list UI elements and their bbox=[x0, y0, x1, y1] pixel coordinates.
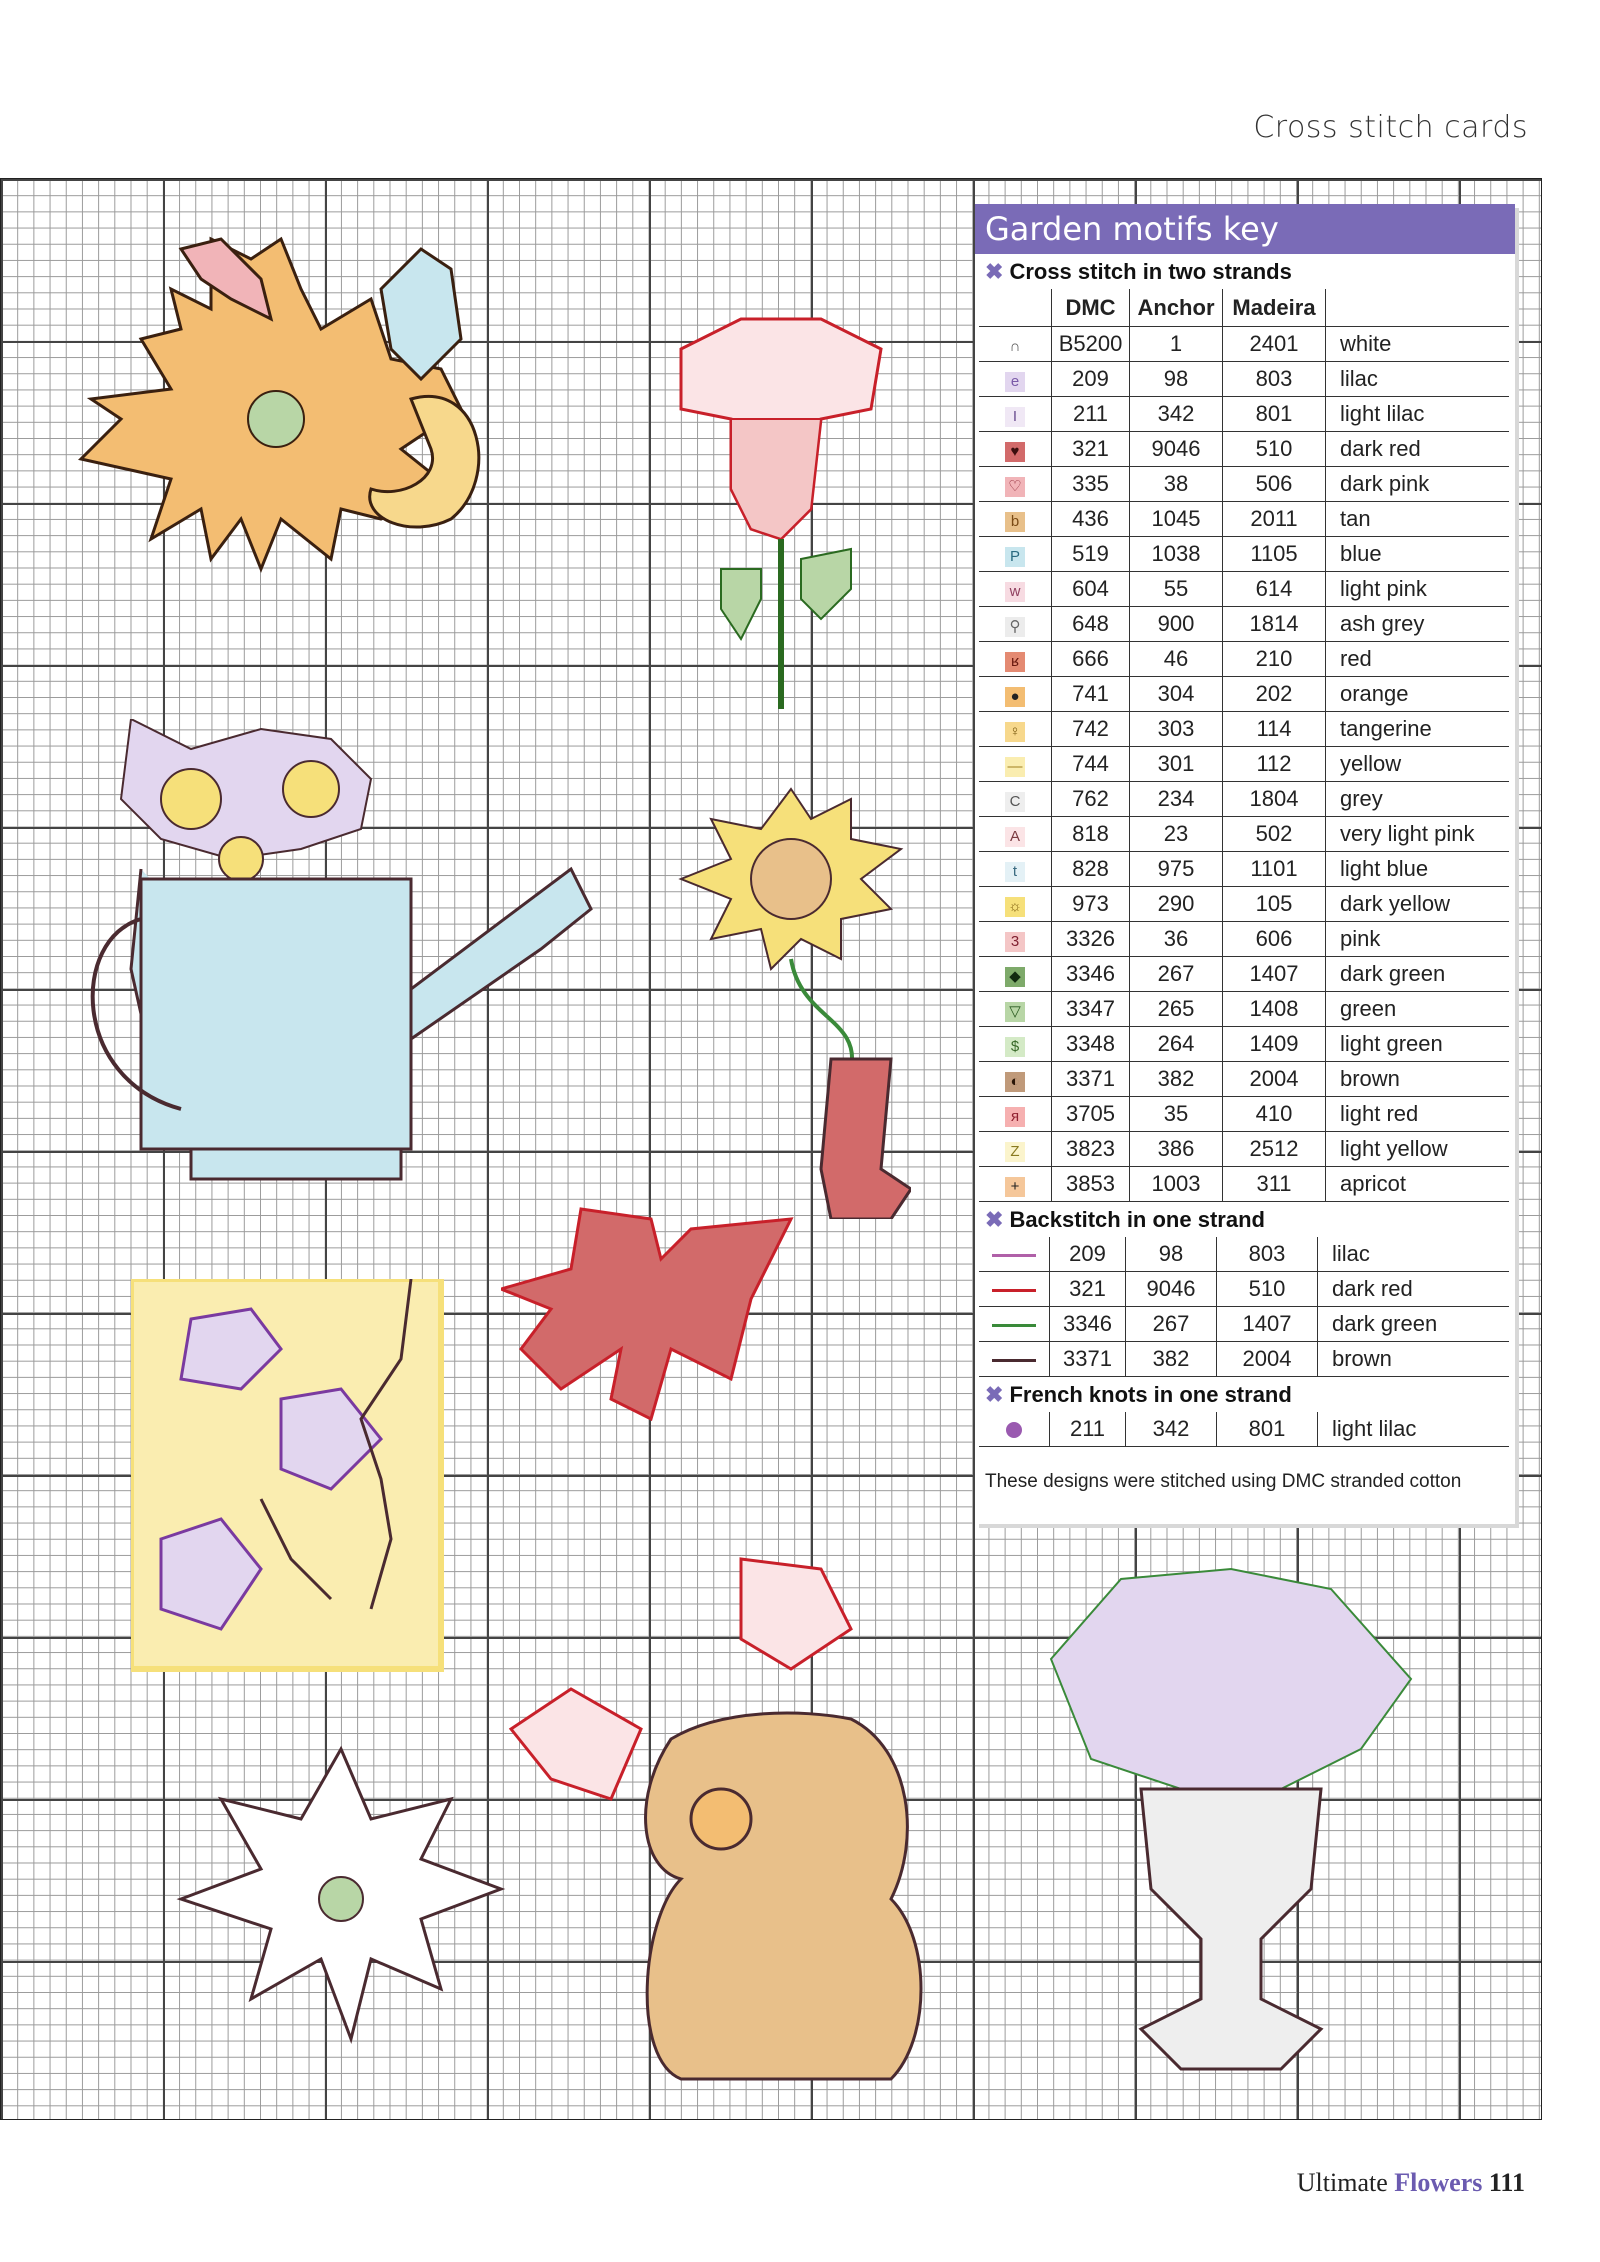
anchor-cell: 267 bbox=[1126, 1307, 1217, 1342]
dmc-cell: 436 bbox=[1052, 502, 1130, 537]
madeira-cell: 502 bbox=[1223, 817, 1326, 852]
garden-motifs-key bbox=[975, 204, 1515, 1524]
cross-stitch-rows bbox=[979, 327, 1509, 1202]
dmc-cell: 666 bbox=[1052, 642, 1130, 677]
madeira-cell: 1407 bbox=[1223, 957, 1326, 992]
motif-red-rose bbox=[661, 309, 901, 729]
motif-watering-can bbox=[71, 719, 631, 1209]
symbol-cell bbox=[979, 992, 1052, 1027]
colour-name-cell: lilac bbox=[1318, 1237, 1510, 1272]
dmc-cell: 973 bbox=[1052, 887, 1130, 922]
colour-name-cell: lilac bbox=[1326, 362, 1510, 397]
anchor-cell: 98 bbox=[1130, 362, 1223, 397]
anchor-cell: 55 bbox=[1130, 572, 1223, 607]
cross-icon: ✖ bbox=[985, 1382, 1004, 1407]
table-row bbox=[979, 467, 1509, 502]
table-row bbox=[979, 1237, 1509, 1272]
madeira-cell: 1105 bbox=[1223, 537, 1326, 572]
anchor-cell: 9046 bbox=[1126, 1272, 1217, 1307]
symbol-cell bbox=[979, 1167, 1052, 1202]
table-row bbox=[979, 572, 1509, 607]
colour-name-cell: dark red bbox=[1318, 1272, 1510, 1307]
stitch-symbol-icon: A bbox=[1005, 827, 1025, 847]
colour-name-cell: ash grey bbox=[1326, 607, 1510, 642]
madeira-cell: 803 bbox=[1223, 362, 1326, 397]
dmc-cell: 321 bbox=[1050, 1272, 1126, 1307]
anchor-cell: 23 bbox=[1130, 817, 1223, 852]
symbol-cell bbox=[979, 607, 1052, 642]
dmc-cell: 3348 bbox=[1052, 1027, 1130, 1062]
dmc-cell: 211 bbox=[1050, 1412, 1126, 1447]
backstitch-line-icon bbox=[992, 1359, 1036, 1362]
anchor-cell: 290 bbox=[1130, 887, 1223, 922]
backstitch-table bbox=[979, 1237, 1509, 1377]
stitch-symbol-icon: ☼ bbox=[1005, 897, 1025, 917]
colour-name-cell: tan bbox=[1326, 502, 1510, 537]
dmc-cell: 3346 bbox=[1050, 1307, 1126, 1342]
colour-name-cell: dark green bbox=[1318, 1307, 1510, 1342]
madeira-cell: 210 bbox=[1223, 642, 1326, 677]
colour-name-cell: green bbox=[1326, 992, 1510, 1027]
colour-name-cell: light blue bbox=[1326, 852, 1510, 887]
cross-stitch-table bbox=[979, 289, 1509, 1202]
anchor-cell: 386 bbox=[1130, 1132, 1223, 1167]
dmc-cell: 3705 bbox=[1052, 1097, 1130, 1132]
symbol-cell bbox=[979, 1132, 1052, 1167]
stitch-symbol-icon: ♥ bbox=[1005, 442, 1025, 462]
madeira-cell: 2004 bbox=[1217, 1342, 1318, 1377]
madeira-cell: 1409 bbox=[1223, 1027, 1326, 1062]
dmc-cell: 335 bbox=[1052, 467, 1130, 502]
colour-name-cell: dark yellow bbox=[1326, 887, 1510, 922]
symbol-cell bbox=[979, 1237, 1050, 1272]
stitch-symbol-icon: ● bbox=[1005, 687, 1025, 707]
table-row bbox=[979, 1027, 1509, 1062]
stitch-symbol-icon: I bbox=[1005, 407, 1025, 427]
motif-white-poinsettia bbox=[171, 1739, 511, 2059]
french-knot-rows bbox=[979, 1412, 1509, 1447]
anchor-cell: 38 bbox=[1130, 467, 1223, 502]
table-row bbox=[979, 852, 1509, 887]
madeira-cell: 1407 bbox=[1217, 1307, 1318, 1342]
colour-name-cell: white bbox=[1326, 327, 1510, 362]
table-row bbox=[979, 922, 1509, 957]
symbol-cell bbox=[979, 397, 1052, 432]
symbol-cell bbox=[979, 1412, 1050, 1447]
motif-sunflower bbox=[671, 779, 911, 1219]
madeira-cell: 112 bbox=[1223, 747, 1326, 782]
stitch-symbol-icon: t bbox=[1005, 862, 1025, 882]
colour-name-cell: dark green bbox=[1326, 957, 1510, 992]
table-row bbox=[979, 887, 1509, 922]
colour-name-cell: light lilac bbox=[1326, 397, 1510, 432]
dmc-cell: 519 bbox=[1052, 537, 1130, 572]
dmc-cell: 762 bbox=[1052, 782, 1130, 817]
dmc-cell: 648 bbox=[1052, 607, 1130, 642]
madeira-cell: 510 bbox=[1223, 432, 1326, 467]
madeira-cell: 2004 bbox=[1223, 1062, 1326, 1097]
dmc-cell: B5200 bbox=[1052, 327, 1130, 362]
anchor-cell: 304 bbox=[1130, 677, 1223, 712]
dmc-column-header: DMC bbox=[1052, 289, 1130, 327]
footer-accent: Flowers bbox=[1394, 2168, 1483, 2197]
symbol-cell bbox=[979, 957, 1052, 992]
table-row bbox=[979, 1412, 1509, 1447]
dmc-cell: 209 bbox=[1050, 1237, 1126, 1272]
colour-name-cell: dark pink bbox=[1326, 467, 1510, 502]
french-knots-heading-text: French knots in one strand bbox=[1009, 1382, 1292, 1407]
table-row bbox=[979, 1132, 1509, 1167]
madeira-cell: 801 bbox=[1217, 1412, 1318, 1447]
madeira-cell: 202 bbox=[1223, 677, 1326, 712]
anchor-cell: 264 bbox=[1130, 1027, 1223, 1062]
colour-name-cell: yellow bbox=[1326, 747, 1510, 782]
stitch-symbol-icon: ◐ bbox=[1005, 1072, 1025, 1092]
dmc-cell: 742 bbox=[1052, 712, 1130, 747]
french-knot-dot-icon bbox=[1006, 1422, 1022, 1438]
backstitch-line-icon bbox=[992, 1324, 1036, 1327]
dmc-cell: 321 bbox=[1052, 432, 1130, 467]
anchor-cell: 1045 bbox=[1130, 502, 1223, 537]
dmc-cell: 3823 bbox=[1052, 1132, 1130, 1167]
madeira-cell: 614 bbox=[1223, 572, 1326, 607]
symbol-cell bbox=[979, 362, 1052, 397]
dmc-cell: 211 bbox=[1052, 397, 1130, 432]
stitch-symbol-icon: я bbox=[1005, 1107, 1025, 1127]
madeira-cell: 410 bbox=[1223, 1097, 1326, 1132]
anchor-cell: 234 bbox=[1130, 782, 1223, 817]
colour-name-cell: light pink bbox=[1326, 572, 1510, 607]
page-footer bbox=[1297, 2168, 1525, 2198]
motif-orange-dahlia bbox=[61, 219, 531, 679]
french-knots-table bbox=[979, 1412, 1509, 1447]
table-row bbox=[979, 712, 1509, 747]
dmc-cell: 3347 bbox=[1052, 992, 1130, 1027]
anchor-cell: 382 bbox=[1130, 1062, 1223, 1097]
colour-name-cell: light green bbox=[1326, 1027, 1510, 1062]
key-title: Garden motifs key bbox=[975, 204, 1515, 254]
symbol-cell bbox=[979, 1097, 1052, 1132]
motif-red-lily bbox=[501, 1199, 801, 1429]
symbol-cell bbox=[979, 502, 1052, 537]
symbol-cell bbox=[979, 1307, 1050, 1342]
page-number: 111 bbox=[1488, 2168, 1525, 2197]
table-row bbox=[979, 1097, 1509, 1132]
dmc-cell: 3326 bbox=[1052, 922, 1130, 957]
colour-name-cell: very light pink bbox=[1326, 817, 1510, 852]
dmc-cell: 604 bbox=[1052, 572, 1130, 607]
backstitch-heading bbox=[975, 1202, 1515, 1237]
symbol-cell bbox=[979, 1062, 1052, 1097]
madeira-cell: 1408 bbox=[1223, 992, 1326, 1027]
dmc-cell: 818 bbox=[1052, 817, 1130, 852]
backstitch-line-icon bbox=[992, 1289, 1036, 1292]
stitch-symbol-icon: w bbox=[1005, 582, 1025, 602]
madeira-cell: 606 bbox=[1223, 922, 1326, 957]
symbol-cell bbox=[979, 817, 1052, 852]
anchor-column-header: Anchor bbox=[1130, 289, 1223, 327]
table-row bbox=[979, 537, 1509, 572]
stitch-symbol-icon: + bbox=[1005, 1177, 1025, 1197]
dmc-cell: 3346 bbox=[1052, 957, 1130, 992]
table-row bbox=[979, 747, 1509, 782]
madeira-cell: 1804 bbox=[1223, 782, 1326, 817]
madeira-cell: 2401 bbox=[1223, 327, 1326, 362]
colour-name-cell: dark red bbox=[1326, 432, 1510, 467]
madeira-cell: 311 bbox=[1223, 1167, 1326, 1202]
symbol-cell bbox=[979, 922, 1052, 957]
stitch-symbol-icon: b bbox=[1005, 512, 1025, 532]
symbol-cell bbox=[979, 432, 1052, 467]
table-row bbox=[979, 432, 1509, 467]
anchor-cell: 382 bbox=[1126, 1342, 1217, 1377]
table-row bbox=[979, 502, 1509, 537]
colour-name-cell: brown bbox=[1326, 1062, 1510, 1097]
madeira-cell: 114 bbox=[1223, 712, 1326, 747]
colour-name-cell: orange bbox=[1326, 677, 1510, 712]
table-row bbox=[979, 1167, 1509, 1202]
table-row bbox=[979, 1307, 1509, 1342]
section-title: Cross stitch cards bbox=[1253, 110, 1528, 145]
table-header-row bbox=[979, 289, 1509, 327]
anchor-cell: 35 bbox=[1130, 1097, 1223, 1132]
anchor-cell: 900 bbox=[1130, 607, 1223, 642]
dmc-cell: 828 bbox=[1052, 852, 1130, 887]
stitch-symbol-icon: 3 bbox=[1005, 932, 1025, 952]
madeira-cell: 510 bbox=[1217, 1272, 1318, 1307]
madeira-cell: 2512 bbox=[1223, 1132, 1326, 1167]
madeira-cell: 506 bbox=[1223, 467, 1326, 502]
madeira-cell: 1814 bbox=[1223, 607, 1326, 642]
madeira-column-header: Madeira bbox=[1223, 289, 1326, 327]
symbol-cell bbox=[979, 677, 1052, 712]
stitch-symbol-icon: — bbox=[1005, 757, 1025, 777]
anchor-cell: 301 bbox=[1130, 747, 1223, 782]
stitch-symbol-icon: e bbox=[1005, 372, 1025, 392]
table-row bbox=[979, 362, 1509, 397]
french-knots-heading bbox=[975, 1377, 1515, 1412]
dmc-cell: 3371 bbox=[1052, 1062, 1130, 1097]
colour-name-cell: tangerine bbox=[1326, 712, 1510, 747]
symbol-cell bbox=[979, 1027, 1052, 1062]
colour-name-cell: apricot bbox=[1326, 1167, 1510, 1202]
madeira-cell: 801 bbox=[1223, 397, 1326, 432]
stitch-symbol-icon: $ bbox=[1005, 1037, 1025, 1057]
colour-name-cell: light lilac bbox=[1318, 1412, 1510, 1447]
anchor-cell: 342 bbox=[1126, 1412, 1217, 1447]
dmc-cell: 3371 bbox=[1050, 1342, 1126, 1377]
madeira-cell: 105 bbox=[1223, 887, 1326, 922]
key-note: These designs were stitched using DMC stranded cotton bbox=[985, 1471, 1462, 1492]
table-row bbox=[979, 677, 1509, 712]
stitch-symbol-icon: ⚲ bbox=[1005, 617, 1025, 637]
anchor-cell: 1 bbox=[1130, 327, 1223, 362]
stitch-symbol-icon: P bbox=[1005, 547, 1025, 567]
table-row bbox=[979, 1062, 1509, 1097]
anchor-cell: 46 bbox=[1130, 642, 1223, 677]
backstitch-line-icon bbox=[992, 1254, 1036, 1257]
anchor-cell: 9046 bbox=[1130, 432, 1223, 467]
backstitch-rows bbox=[979, 1237, 1509, 1377]
symbol-column-header bbox=[979, 289, 1052, 327]
anchor-cell: 98 bbox=[1126, 1237, 1217, 1272]
symbol-cell bbox=[979, 572, 1052, 607]
cross-stitch-heading bbox=[975, 254, 1515, 289]
backstitch-heading-text: Backstitch in one strand bbox=[1009, 1207, 1265, 1232]
table-row bbox=[979, 817, 1509, 852]
anchor-cell: 1038 bbox=[1130, 537, 1223, 572]
stitch-symbol-icon: ▽ bbox=[1005, 1002, 1025, 1022]
stitch-symbol-icon: ∩ bbox=[1005, 337, 1025, 357]
motif-vase-bouquet bbox=[1031, 1559, 1431, 2079]
footer-prefix: Ultimate bbox=[1296, 2168, 1388, 2197]
symbol-cell bbox=[979, 887, 1052, 922]
stitch-symbol-icon: Z bbox=[1005, 1142, 1025, 1162]
madeira-cell: 2011 bbox=[1223, 502, 1326, 537]
colour-name-cell: brown bbox=[1318, 1342, 1510, 1377]
table-row bbox=[979, 327, 1509, 362]
colour-name-cell: blue bbox=[1326, 537, 1510, 572]
symbol-cell bbox=[979, 712, 1052, 747]
colour-name-cell: light red bbox=[1326, 1097, 1510, 1132]
symbol-cell bbox=[979, 537, 1052, 572]
symbol-cell bbox=[979, 1272, 1050, 1307]
table-row bbox=[979, 642, 1509, 677]
symbol-cell bbox=[979, 642, 1052, 677]
motif-teddy-bear-lilies bbox=[491, 1539, 951, 2089]
table-row bbox=[979, 782, 1509, 817]
anchor-cell: 342 bbox=[1130, 397, 1223, 432]
table-row bbox=[979, 1342, 1509, 1377]
stitch-symbol-icon: ʁ bbox=[1005, 652, 1025, 672]
colour-name-cell: light yellow bbox=[1326, 1132, 1510, 1167]
symbol-cell bbox=[979, 782, 1052, 817]
colour-name-cell: red bbox=[1326, 642, 1510, 677]
dmc-cell: 3853 bbox=[1052, 1167, 1130, 1202]
cross-icon: ✖ bbox=[985, 259, 1004, 284]
cross-icon: ✖ bbox=[985, 1207, 1004, 1232]
colour-name-cell: grey bbox=[1326, 782, 1510, 817]
symbol-cell bbox=[979, 852, 1052, 887]
stitch-symbol-icon: ♡ bbox=[1005, 477, 1025, 497]
madeira-cell: 803 bbox=[1217, 1237, 1318, 1272]
stitch-symbol-icon: C bbox=[1005, 792, 1025, 812]
anchor-cell: 265 bbox=[1130, 992, 1223, 1027]
name-column-header bbox=[1326, 289, 1510, 327]
table-row bbox=[979, 992, 1509, 1027]
anchor-cell: 267 bbox=[1130, 957, 1223, 992]
anchor-cell: 303 bbox=[1130, 712, 1223, 747]
stitch-symbol-icon: ◆ bbox=[1005, 967, 1025, 987]
anchor-cell: 975 bbox=[1130, 852, 1223, 887]
table-row bbox=[979, 607, 1509, 642]
anchor-cell: 1003 bbox=[1130, 1167, 1223, 1202]
table-row bbox=[979, 957, 1509, 992]
symbol-cell bbox=[979, 1342, 1050, 1377]
madeira-cell: 1101 bbox=[1223, 852, 1326, 887]
symbol-cell bbox=[979, 747, 1052, 782]
cross-stitch-heading-text: Cross stitch in two strands bbox=[1009, 259, 1292, 284]
anchor-cell: 36 bbox=[1130, 922, 1223, 957]
symbol-cell bbox=[979, 327, 1052, 362]
motif-lilac-tile bbox=[131, 1279, 451, 1679]
dmc-cell: 744 bbox=[1052, 747, 1130, 782]
dmc-cell: 209 bbox=[1052, 362, 1130, 397]
dmc-cell: 741 bbox=[1052, 677, 1130, 712]
colour-name-cell: pink bbox=[1326, 922, 1510, 957]
stitch-symbol-icon: ♀ bbox=[1005, 722, 1025, 742]
symbol-cell bbox=[979, 467, 1052, 502]
table-row bbox=[979, 1272, 1509, 1307]
table-row bbox=[979, 397, 1509, 432]
